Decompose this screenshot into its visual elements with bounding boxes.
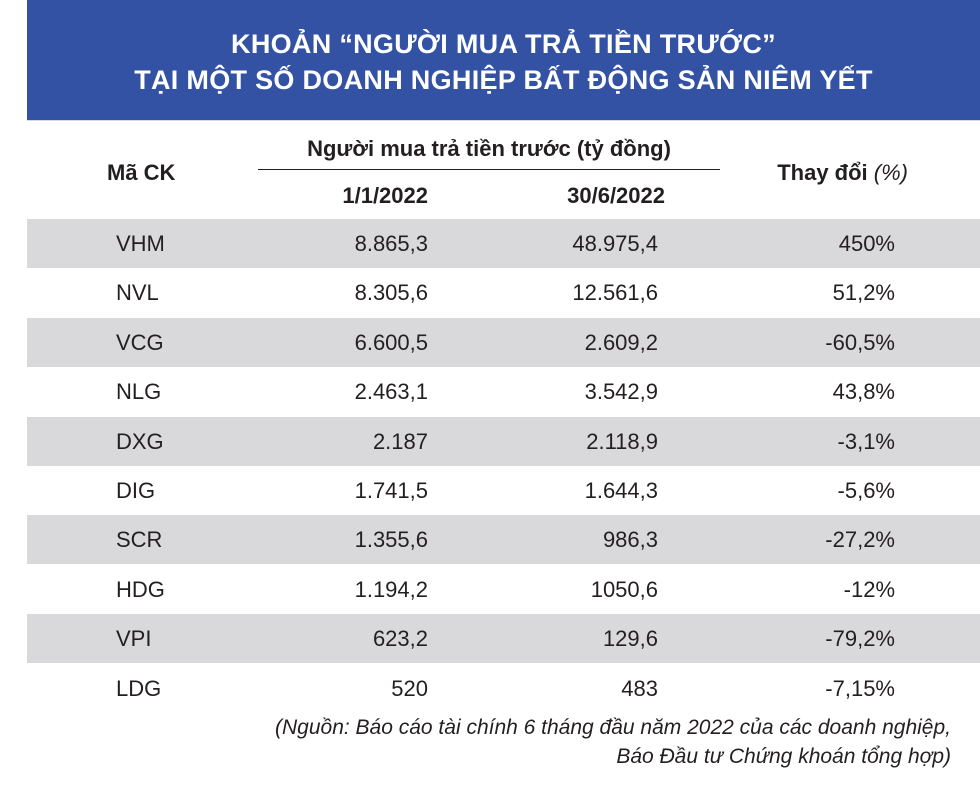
- table-row: [27, 466, 980, 515]
- cell-change: 450%: [838, 231, 895, 256]
- cell-value-jan-2022: 2.463,1: [354, 379, 428, 405]
- cell-code: DIG: [116, 478, 156, 503]
- header-change: [720, 160, 908, 186]
- cell-change: -7,15%: [825, 675, 895, 701]
- table-row: [27, 614, 980, 663]
- cell-value-jun-2022: 2.118,9: [586, 428, 658, 454]
- cell-change: -5,6%: [837, 478, 895, 503]
- table-row: [27, 515, 980, 564]
- cell-change: -12%: [843, 576, 895, 602]
- table-row: [27, 565, 980, 614]
- header-change-label: Thay đổi: [777, 160, 868, 185]
- cell-value-jun-2022: 986,3: [602, 527, 658, 553]
- cell-change: -79,2%: [825, 626, 895, 652]
- header-group-rule: [258, 169, 720, 170]
- cell-value-jun-2022: 2.609,2: [584, 329, 658, 355]
- header-date-1: 1/1/2022: [342, 183, 428, 208]
- cell-code: NVL: [116, 280, 159, 306]
- cell-code: NLG: [116, 379, 162, 405]
- title-line-1: KHOẢN “NGƯỜI MUA TRẢ TIỀN TRƯỚC”: [231, 29, 776, 59]
- cell-value-jun-2022: 1.644,3: [584, 478, 658, 503]
- table-row: [27, 219, 980, 268]
- cell-value-jan-2022: 1.741,5: [354, 478, 428, 503]
- cell-code: LDG: [116, 675, 162, 701]
- cell-value-jan-2022: 8.305,6: [354, 280, 428, 306]
- cell-change: -27,2%: [825, 527, 895, 553]
- cell-value-jan-2022: 520: [391, 675, 428, 701]
- table-row: [27, 367, 980, 416]
- cell-value-jun-2022: 3.542,9: [584, 379, 658, 405]
- cell-value-jun-2022: 48.975,4: [572, 231, 658, 256]
- cell-change: -60,5%: [825, 329, 895, 355]
- header-group: Người mua trả tiền trước (tỷ đồng): [307, 136, 671, 161]
- top-divider: [27, 120, 980, 121]
- header-change-unit: (%): [873, 160, 908, 185]
- cell-value-jun-2022: 483: [621, 675, 658, 701]
- table-row: [27, 664, 980, 713]
- cell-value-jan-2022: 6.600,5: [354, 329, 428, 355]
- cell-value-jun-2022: 1050,6: [590, 576, 658, 602]
- source-line-1: (Nguồn: Báo cáo tài chính 6 tháng đầu năm 2022 của các doanh nghiệp,: [275, 716, 951, 739]
- cell-value-jan-2022: 1.194,2: [354, 576, 428, 602]
- cell-change: 43,8%: [832, 379, 895, 405]
- cell-code: HDG: [116, 576, 165, 602]
- cell-value-jan-2022: 1.355,6: [354, 527, 428, 553]
- cell-value-jan-2022: 623,2: [372, 626, 428, 652]
- cell-code: SCR: [116, 527, 163, 553]
- cell-change: 51,2%: [832, 280, 895, 306]
- cell-value-jan-2022: 8.865,3: [354, 231, 428, 256]
- cell-value-jun-2022: 129,6: [602, 626, 658, 652]
- cell-code: VCG: [116, 329, 164, 355]
- header-date-2: 30/6/2022: [567, 183, 665, 208]
- table-row: [27, 318, 980, 367]
- cell-code: DXG: [116, 428, 164, 454]
- title-banner: [27, 0, 980, 120]
- cell-code: VPI: [116, 626, 152, 652]
- table-row: [27, 268, 980, 317]
- table-row: [27, 417, 980, 466]
- cell-value-jun-2022: 12.561,6: [572, 280, 658, 306]
- cell-code: VHM: [116, 231, 165, 256]
- cell-change: -3,1%: [837, 428, 895, 454]
- title-line-2: TẠI MỘT SỐ DOANH NGHIỆP BẤT ĐỘNG SẢN NIÊM YẾT: [134, 65, 873, 95]
- source-line-2: Báo Đầu tư Chứng khoán tổng hợp): [616, 745, 951, 768]
- header-code: Mã CK: [107, 160, 176, 185]
- cell-value-jan-2022: 2.187: [372, 428, 428, 454]
